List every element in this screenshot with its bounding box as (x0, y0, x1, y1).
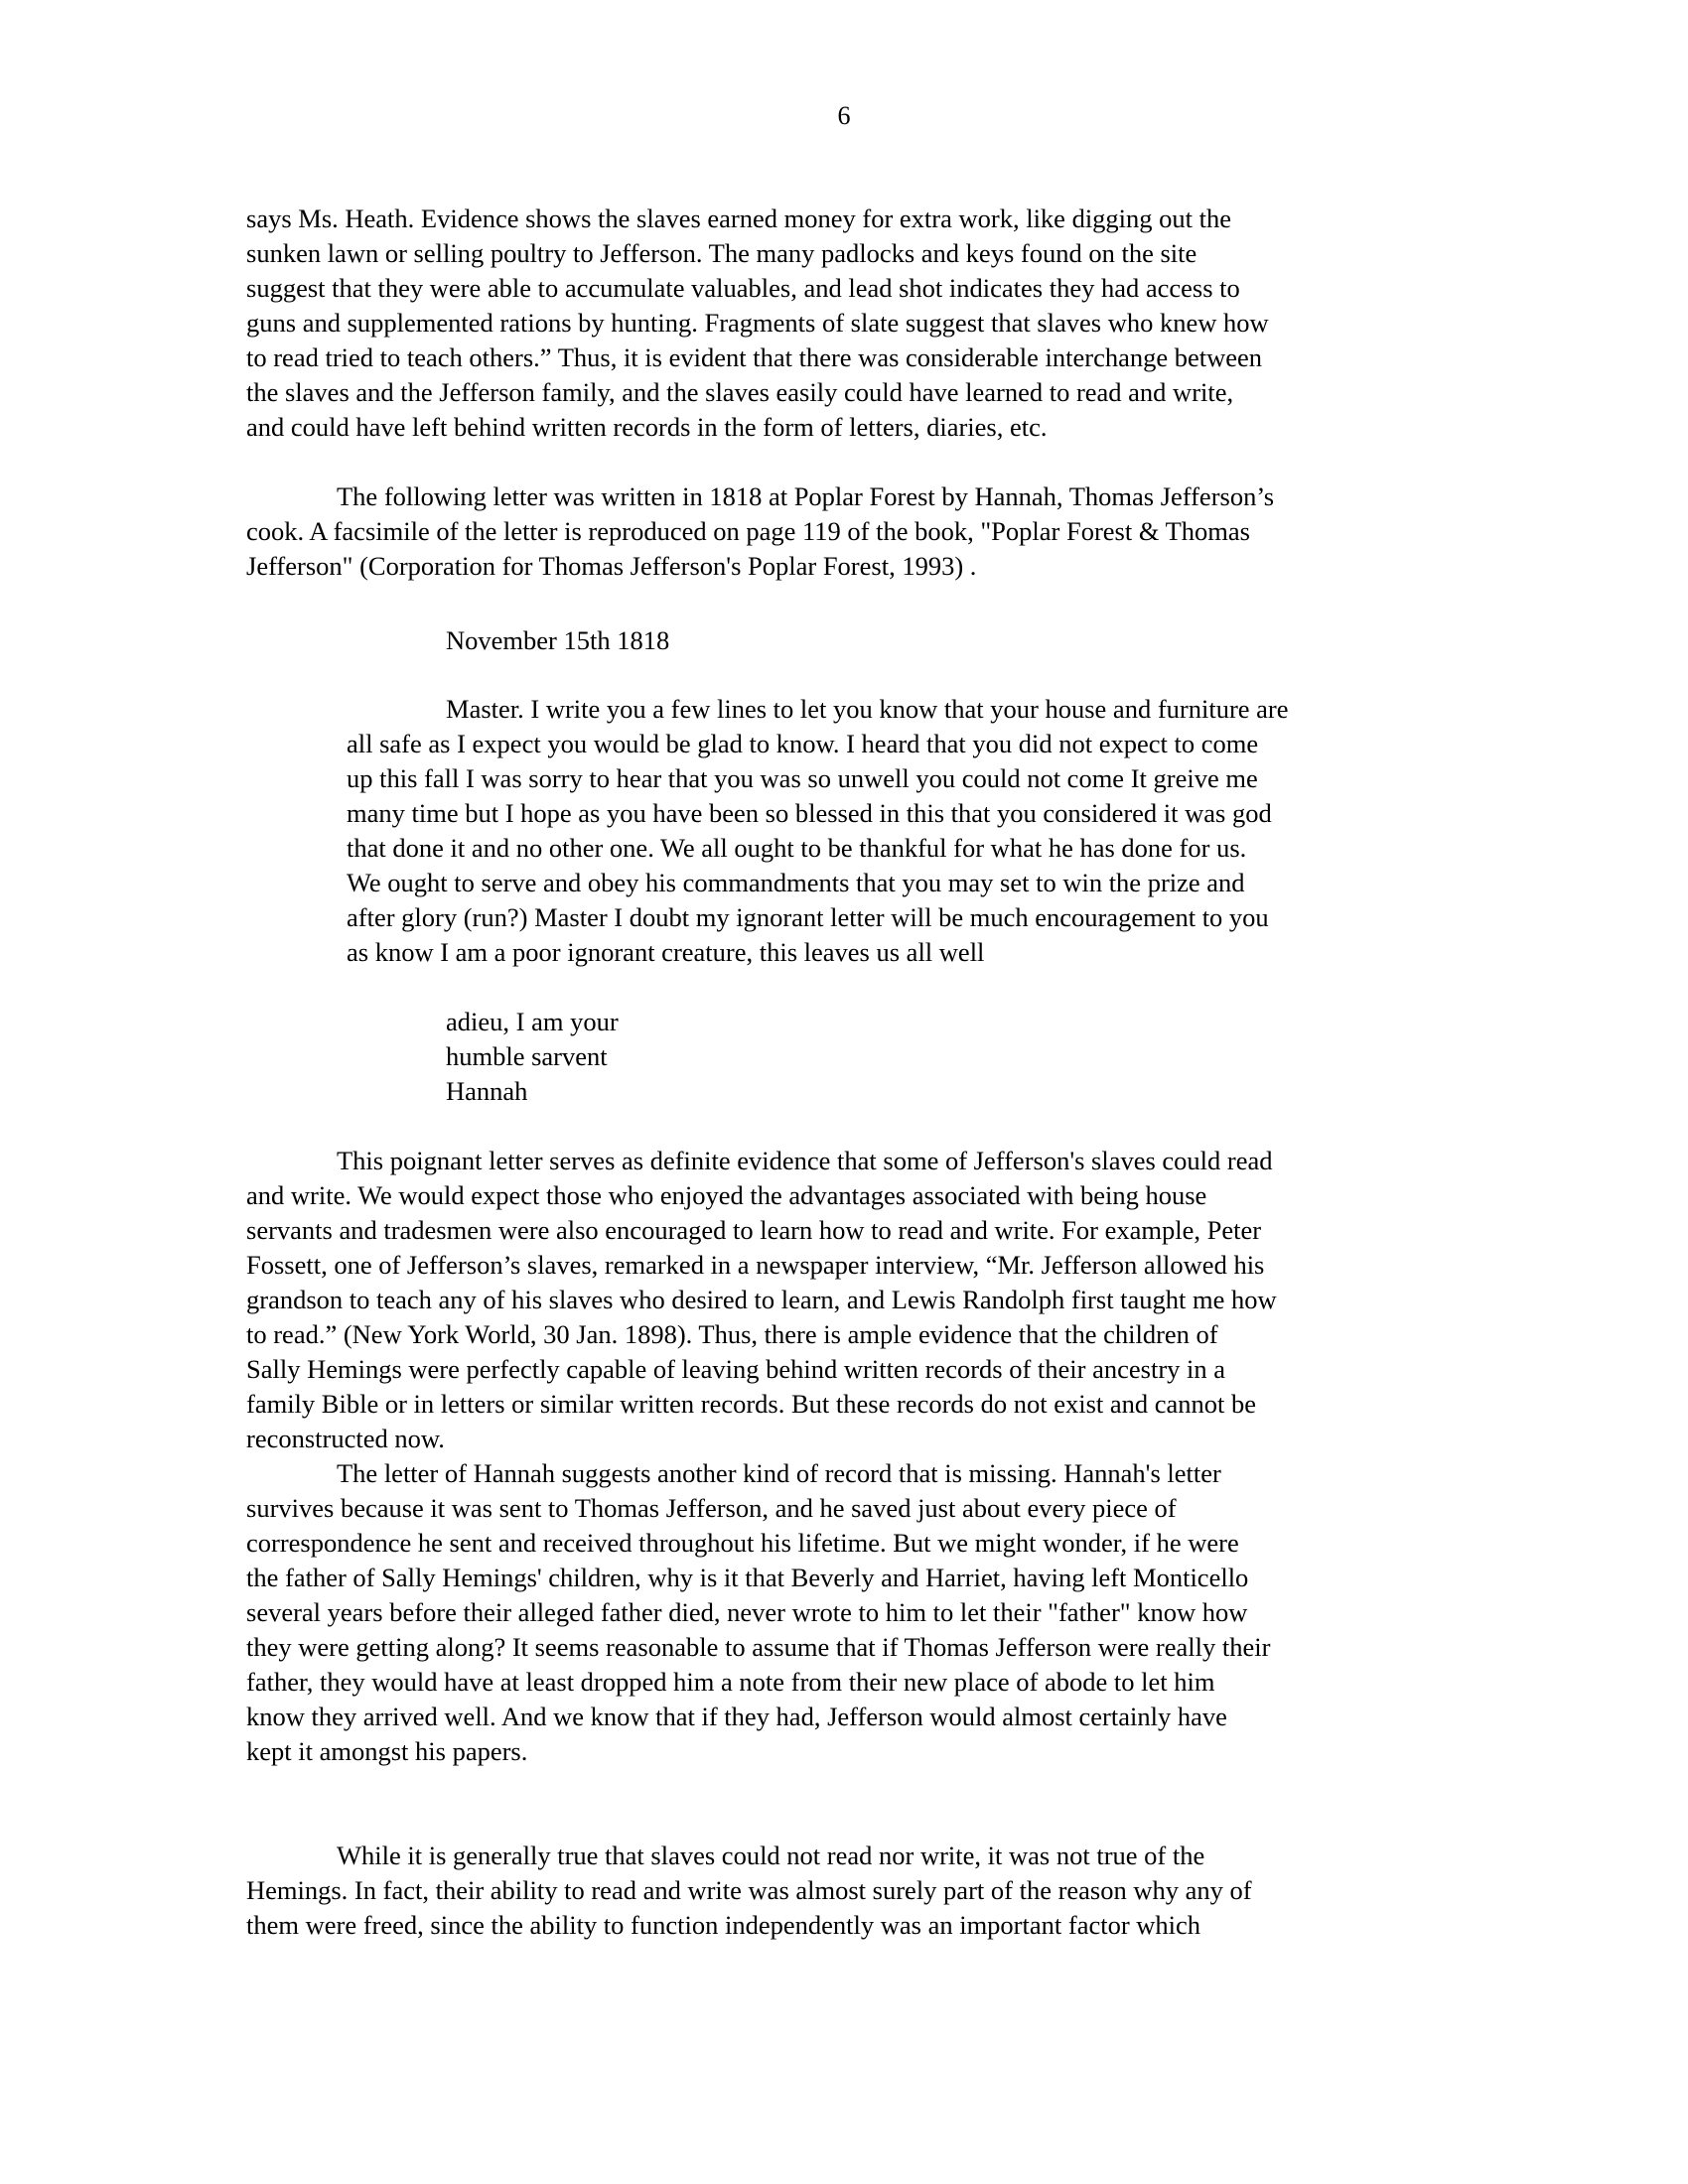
text-line: them were freed, since the ability to function independently was an important factor which (246, 1910, 1201, 1940)
text-line: family Bible or in letters or similar written records. But these records do not exist and cannot be (246, 1389, 1257, 1419)
text-line: several years before their alleged father died, never wrote to him to let their "father" know how (246, 1597, 1248, 1627)
text-line: and could have left behind written records in the form of letters, diaries, etc. (246, 412, 1048, 442)
paragraph-ms-heath (246, 202, 1438, 445)
text-line: grandson to teach any of his slaves who desired to learn, and Lewis Randolph first taught me how (246, 1285, 1277, 1314)
text-line: Fossett, one of Jefferson’s slaves, remarked in a newspaper interview, “Mr. Jefferson allowed his (246, 1250, 1265, 1280)
text-line: survives because it was sent to Thomas Jefferson, and he saved just about every piece of (246, 1493, 1177, 1523)
paragraph-missing-record (246, 1456, 1438, 1769)
text-line: The letter of Hannah suggests another kind of record that is missing. Hannah's letter (337, 1458, 1221, 1488)
text-line: Jefferson" (Corporation for Thomas Jefferson's Poplar Forest, 1993) . (246, 551, 977, 581)
text-line: know they arrived well. And we know that if they had, Jefferson would almost certainly have (246, 1702, 1227, 1731)
letter-line: many time but I hope as you have been so blessed in this that you considered it was god (347, 798, 1272, 828)
letter-line: Master. I write you a few lines to let you know that your house and furniture are (446, 694, 1289, 724)
text-line: the slaves and the Jefferson family, and the slaves easily could have learned to read and write, (246, 377, 1234, 407)
text-line: servants and tradesmen were also encouraged to learn how to read and write. For example, Peter (246, 1215, 1262, 1245)
text-line: correspondence he sent and received throughout his lifetime. But we might wonder, if he were (246, 1528, 1239, 1558)
text-line: cook. A facsimile of the letter is reproduced on page 119 of the book, "Poplar Forest & Thomas (246, 516, 1250, 546)
text-line: While it is generally true that slaves could not read nor write, it was not true of the (337, 1841, 1205, 1870)
text-line: suggest that they were able to accumulate valuables, and lead shot indicates they had access to (246, 273, 1240, 303)
letter-date (446, 623, 1637, 658)
text-line: guns and supplemented rations by hunting. Fragments of slate suggest that slaves who knew how (246, 308, 1269, 338)
letter-line: after glory (run?) Master I doubt my ignorant letter will be much encouragement to you (347, 902, 1269, 932)
text-line: to read.” (New York World, 30 Jan. 1898). Thus, there is ample evidence that the children of (246, 1319, 1218, 1349)
text-line: The following letter was written in 1818 at Poplar Forest by Hannah, Thomas Jefferson’s (337, 481, 1275, 511)
text-line: reconstructed now. (246, 1424, 445, 1453)
letter-closing (446, 1005, 1637, 1109)
text-line: kept it amongst his papers. (246, 1736, 528, 1766)
letter-line: We ought to serve and obey his commandments that you may set to win the prize and (347, 868, 1245, 897)
letter-signature: Hannah (446, 1076, 528, 1106)
paragraph-poignant-letter (246, 1144, 1438, 1456)
paragraph-letter-intro (246, 479, 1438, 584)
closing-line: adieu, I am your (446, 1007, 619, 1036)
letter-date-text: November 15th 1818 (446, 625, 670, 655)
letter-line: up this fall I was sorry to hear that you was so unwell you could not come It greive me (347, 763, 1258, 793)
text-line: to read tried to teach others.” Thus, it is evident that there was considerable interchange between (246, 342, 1263, 372)
letter-line: all safe as I expect you would be glad to know. I heard that you did not expect to come (347, 729, 1259, 758)
text-line: Sally Hemings were perfectly capable of leaving behind written records of their ancestry in a (246, 1354, 1226, 1384)
letter-line: as know I am a poor ignorant creature, this leaves us all well (347, 937, 985, 967)
text-line: This poignant letter serves as definite evidence that some of Jefferson's slaves could read (337, 1146, 1273, 1175)
text-line: sunken lawn or selling poultry to Jefferson. The many padlocks and keys found on the site (246, 238, 1197, 268)
text-line: Hemings. In fact, their ability to read and write was almost surely part of the reason why any of (246, 1875, 1252, 1905)
text-line: they were getting along? It seems reasonable to assume that if Thomas Jefferson were really their (246, 1632, 1271, 1662)
text-line: and write. We would expect those who enjoyed the advantages associated with being house (246, 1180, 1207, 1210)
text-line: the father of Sally Hemings' children, why is it that Beverly and Harriet, having left Monticello (246, 1563, 1249, 1592)
paragraph-hemings-literacy (246, 1839, 1438, 1943)
letter-line: that done it and no other one. We all ought to be thankful for what he has done for us. (347, 833, 1247, 863)
page-number: 6 (837, 101, 851, 130)
text-line: says Ms. Heath. Evidence shows the slaves earned money for extra work, like digging out the (246, 204, 1232, 233)
letter-body (347, 692, 1439, 970)
closing-line: humble sarvent (446, 1041, 608, 1071)
text-line: father, they would have at least dropped him a note from their new place of abode to let him (246, 1667, 1215, 1697)
